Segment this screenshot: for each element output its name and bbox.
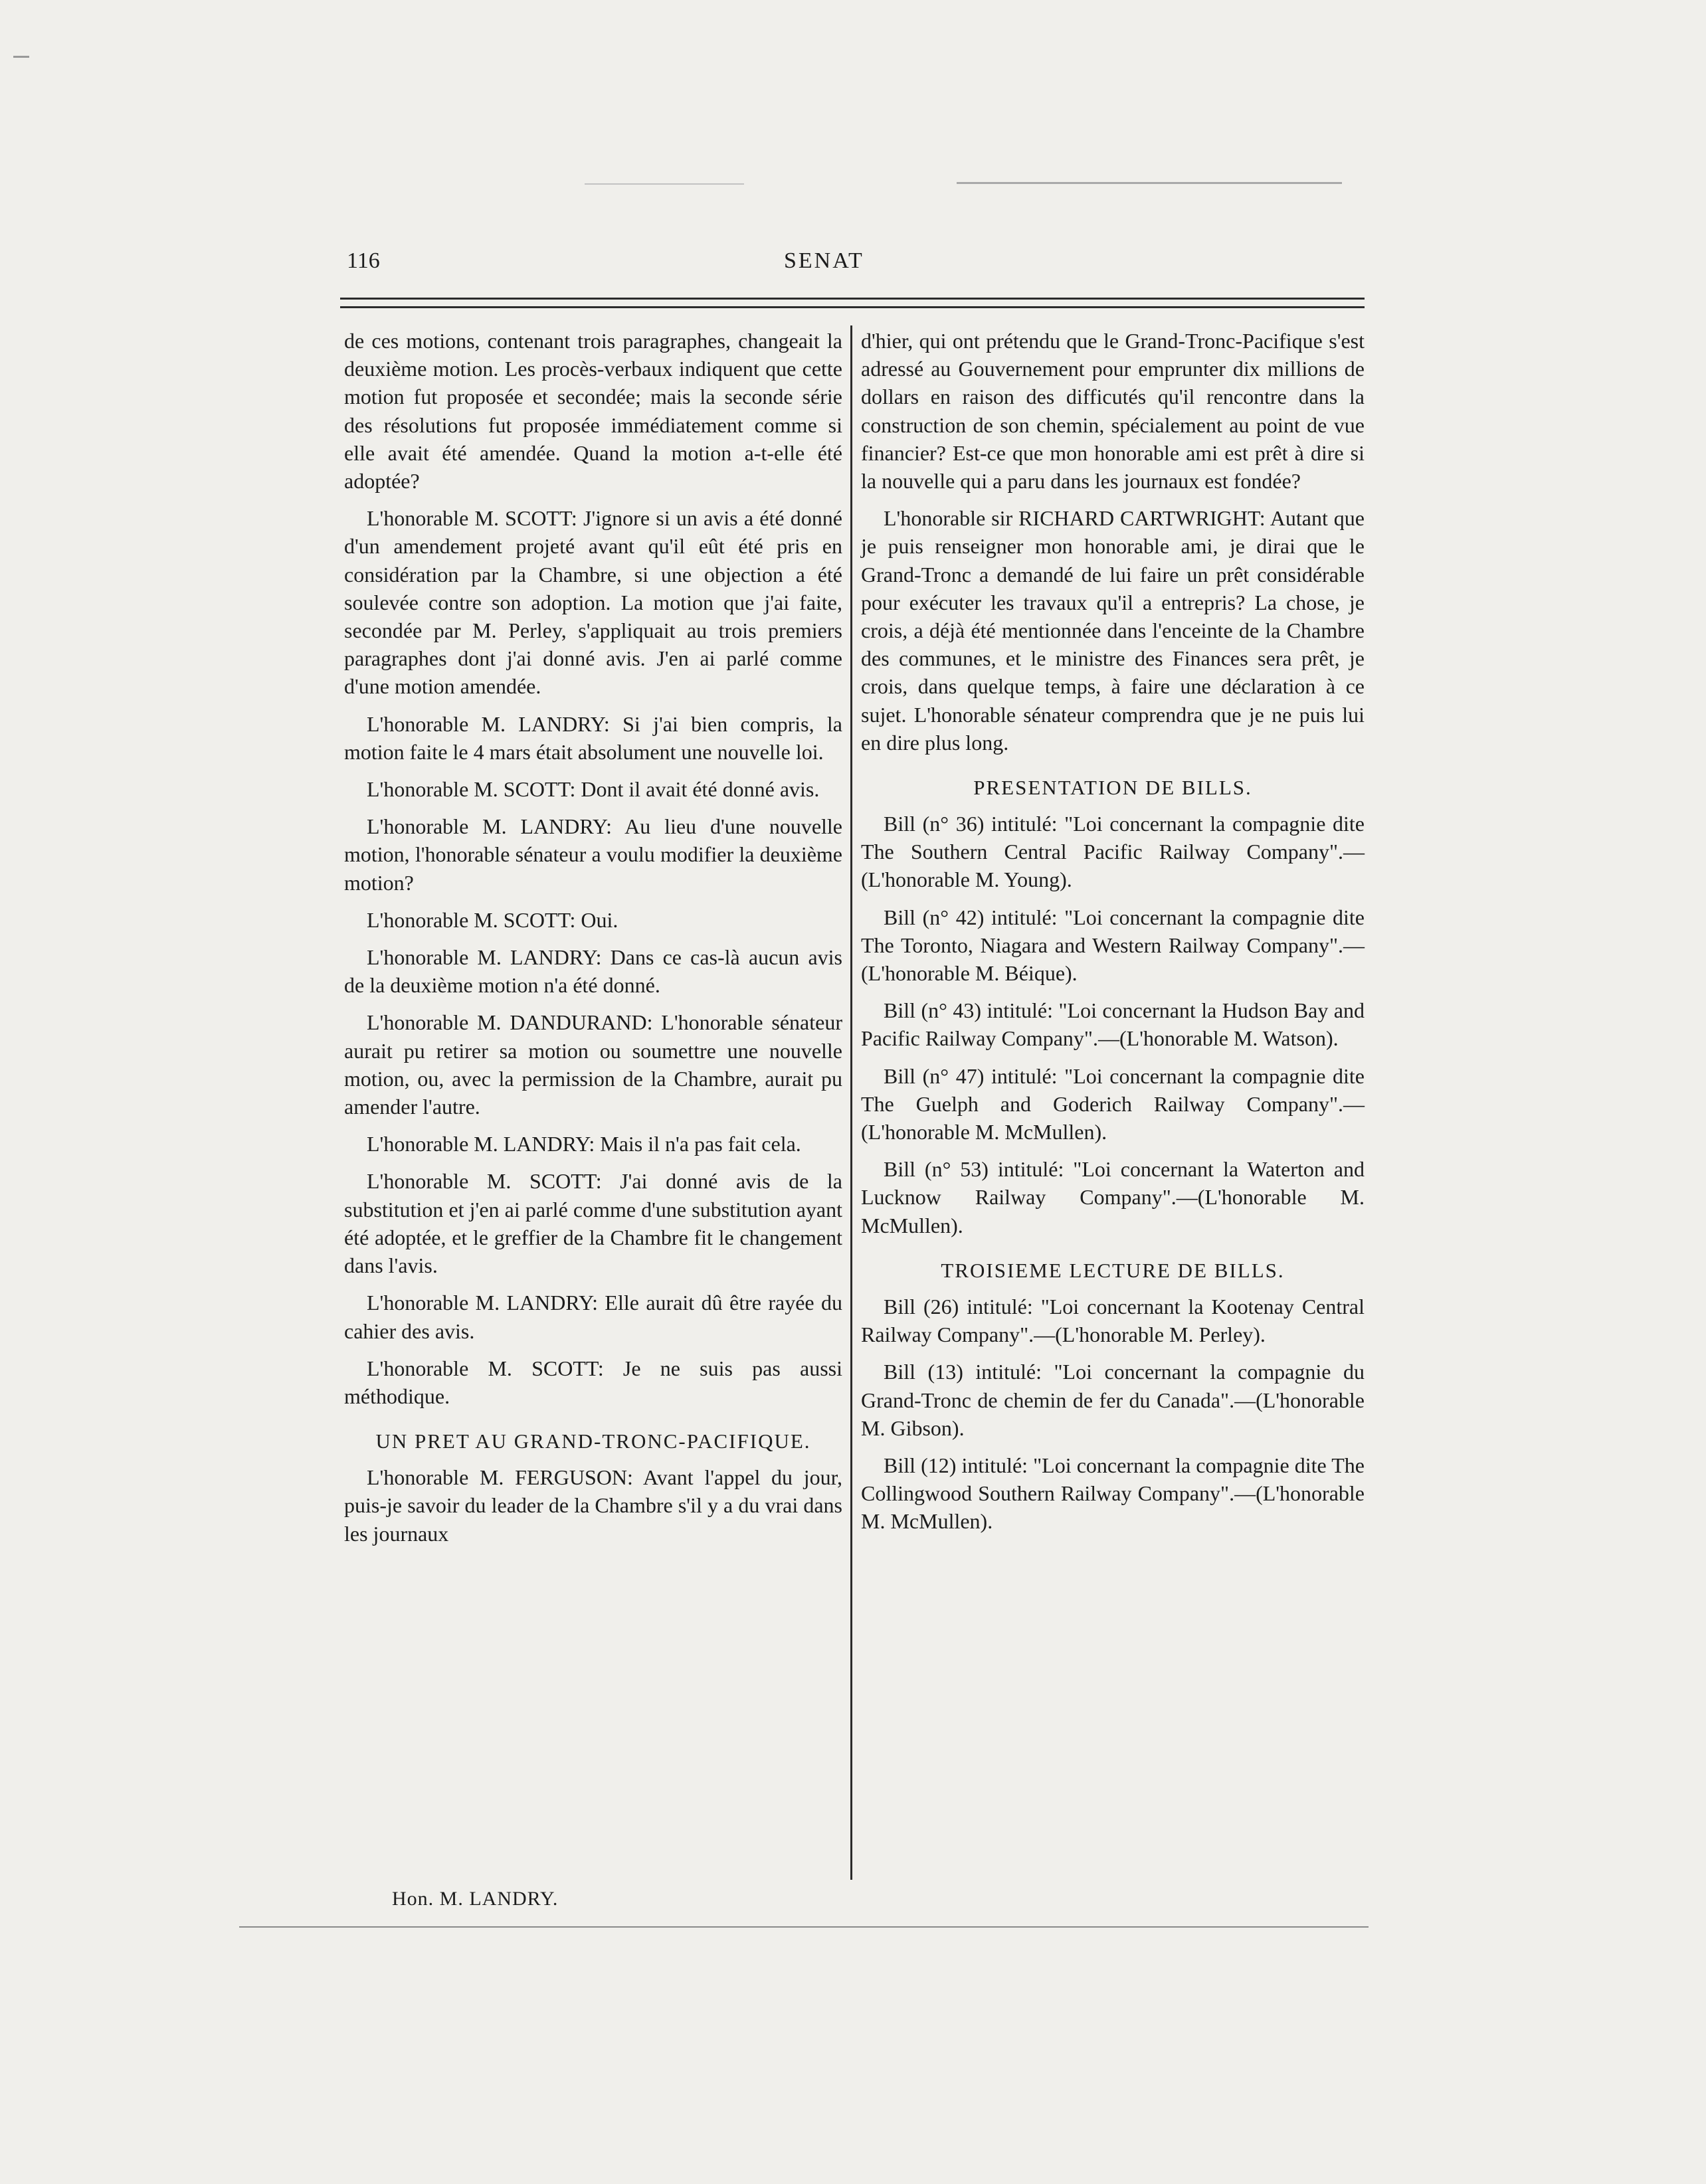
section-heading: PRESENTATION DE BILLS. (973, 776, 1252, 800)
bill-entry: Bill (n° 36) intitulé: "Loi concernant la compagnie dite The Southern Central Pacific Railway Company".—(L'honorable M. Young). (861, 812, 1365, 892)
paragraph: L'honorable M. LANDRY: Au lieu d'une nouvelle motion, l'honorable sénateur a voulu modifier la deuxième motion? (344, 814, 842, 895)
bill-entry: Bill (13) intitulé: "Loi concernant la compagnie du Grand-Tronc de chemin de fer du Canada".—(L'honorable M. Gibson). (861, 1360, 1365, 1440)
paragraph: L'honorable M. LANDRY: Elle aurait dû être rayée du cahier des avis. (344, 1291, 842, 1343)
paragraph: L'honorable M. DANDURAND: L'honorable sénateur aurait pu retirer sa motion ou soumettre une nouvelle motion, ou, avec la permission de la Chambre, aurait pu amender l'autre. (344, 1010, 842, 1119)
header-rule (340, 306, 1365, 308)
paragraph: L'honorable M. LANDRY: Dans ce cas-là aucun avis de la deuxième motion n'a été donné. (344, 945, 842, 998)
paragraph: L'honorable M. SCOTT: J'ai donné avis de la substitution et j'en ai parlé comme d'une substitution ayant été adoptée, et le greffier de la Chambre fit le changement dans l'avis. (344, 1169, 842, 1278)
bill-entry: Bill (n° 43) intitulé: "Loi concernant la Hudson Bay and Pacific Railway Company".—(L'honorable M. Watson). (861, 998, 1365, 1051)
bill-entry: Bill (n° 53) intitulé: "Loi concernant la Waterton and Lucknow Railway Company".—(L'honorable M. McMullen). (861, 1157, 1365, 1237)
section-heading: UN PRET AU GRAND-TRONC-PACIFIQUE. (375, 1429, 811, 1453)
paragraph: L'honorable M. SCOTT: J'ignore si un avis a été donné d'un amendement projeté avant qu'il eût été pris en considération par la Chambre, si une objection a été soulevée contre son adoption. La motion que j'ai faite, secondée par M. Perley, s'appliquait au trois premiers paragraphes dont j'ai donné avis. J'en ai parlé comme d'une motion amendée. (344, 506, 842, 699)
bill-entry: Bill (n° 47) intitulé: "Loi concernant la compagnie dite The Guelph and Goderich Railway Company".—(L'honorable M. McMullen). (861, 1063, 1365, 1144)
bill-entry: Bill (n° 42) intitulé: "Loi concernant la compagnie dite The Toronto, Niagara and Western Railway Company".—(L'honorable M. Béique). (861, 905, 1365, 986)
scan-mark (957, 182, 1342, 184)
section-heading: TROISIEME LECTURE DE BILLS. (941, 1258, 1285, 1282)
right-column (861, 327, 1365, 1545)
paragraph: L'honorable M. SCOTT: Dont il avait été donné avis. (367, 777, 820, 802)
paragraph: L'honorable M. LANDRY: Si j'ai bien compris, la motion faite le 4 mars était absolument une nouvelle loi. (344, 711, 842, 764)
page-number: 116 (347, 248, 380, 273)
paragraph: L'honorable M. SCOTT: Oui. (367, 907, 618, 932)
paragraph: d'hier, qui ont prétendu que le Grand-Tronc-Pacifique s'est adressé au Gouvernement pour emprunter dix millions de dollars en raison des difficutés qu'il rencontre dans la construction de son chemin, spécialement au point de vue financier? Est-ce que mon honorable ami est prêt à dire si la nouvelle qui a paru dans les journaux est fondée? (861, 329, 1365, 494)
footer-rule (239, 1926, 1369, 1928)
left-column (344, 327, 842, 1557)
paragraph: L'honorable M. SCOTT: Je ne suis pas aussi méthodique. (344, 1356, 842, 1408)
scan-mark (585, 183, 744, 185)
scan-mark (13, 56, 29, 58)
bill-entry: Bill (12) intitulé: "Loi concernant la compagnie dite The Collingwood Southern Railway Company".—(L'honorable M. McMullen). (861, 1453, 1365, 1534)
paragraph: L'honorable sir RICHARD CARTWRIGHT: Autant que je puis renseigner mon honorable ami, je dirai que le Grand-Tronc a demandé de lui faire un prêt considérable pour exécuter les travaux qu'il a entrepris? La chose, je crois, a déjà été mentionnée dans l'enceinte de la Chambre des communes, et le ministre des Finances sera prêt, je crois, dans quelque temps, à faire une déclaration à ce sujet. L'honorable sénateur comprendra que je ne puis lui en dire plus long. (861, 506, 1365, 755)
running-title: SENAT (784, 248, 864, 273)
paragraph: L'honorable M. FERGUSON: Avant l'appel du jour, puis-je savoir du leader de la Chambre s'il y a du vrai dans les journaux (344, 1465, 842, 1546)
column-divider (850, 325, 852, 1880)
footer-speaker: Hon. M. LANDRY. (392, 1888, 559, 1910)
header-rule (340, 298, 1365, 300)
paragraph: L'honorable M. LANDRY: Mais il n'a pas fait cela. (367, 1132, 801, 1156)
paragraph: de ces motions, contenant trois paragraphes, changeait la deuxième motion. Les procès-verbaux indiquent que cette motion fut proposée et secondée; mais la seconde série des résolutions fut proposée immédiatement comme si elle avait été amendée. Quand la motion a-t-elle été adoptée? (344, 329, 842, 494)
bill-entry: Bill (26) intitulé: "Loi concernant la Kootenay Central Railway Company".—(L'honorable M. Perley). (861, 1294, 1365, 1347)
